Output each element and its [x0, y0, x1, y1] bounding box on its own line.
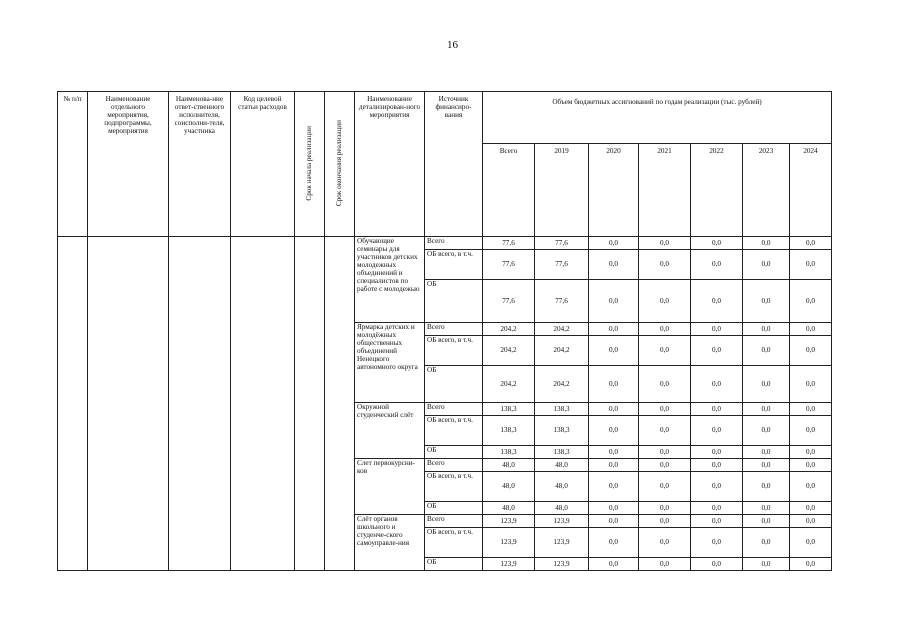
value-cell: 138,3: [483, 446, 535, 459]
value-cell: 0,0: [743, 528, 790, 558]
budget-table: [57, 91, 832, 571]
value-cell: 0,0: [743, 515, 790, 528]
value-cell: 204,2: [535, 366, 589, 403]
value-cell: 0,0: [639, 515, 691, 528]
page-number: 16: [447, 39, 458, 51]
value-cell: 0,0: [639, 502, 691, 515]
value-cell: 0,0: [691, 528, 743, 558]
value-cell: 0,0: [743, 237, 790, 250]
value-cell: 0,0: [790, 280, 832, 323]
value-cell: 0,0: [790, 459, 832, 472]
header-executor: Наименова-ние ответ-ственного исполнителя, соисполни-теля, участника: [169, 92, 231, 237]
funding-source: ОБ всего, в т.ч.: [425, 336, 483, 366]
funding-source: ОБ всего, в т.ч.: [425, 250, 483, 280]
value-cell: 0,0: [589, 323, 639, 336]
value-cell: 0,0: [743, 502, 790, 515]
value-cell: 48,0: [535, 472, 589, 502]
value-cell: 0,0: [743, 403, 790, 416]
header-start-cell: [295, 92, 325, 237]
value-cell: 0,0: [639, 403, 691, 416]
value-cell: 0,0: [743, 446, 790, 459]
value-cell: 0,0: [790, 336, 832, 366]
value-cell: 0,0: [639, 280, 691, 323]
value-cell: 204,2: [483, 336, 535, 366]
funding-source: ОБ: [425, 366, 483, 403]
value-cell: 0,0: [743, 336, 790, 366]
header-detail: Наименование детализирован-ного мероприятия: [355, 92, 425, 237]
empty-cell: [325, 237, 355, 571]
value-cell: 0,0: [639, 250, 691, 280]
funding-source: ОБ всего, в т.ч.: [425, 416, 483, 446]
value-cell: 123,9: [483, 528, 535, 558]
header-code: Код целевой статьи расходов: [231, 92, 295, 237]
value-cell: 0,0: [589, 472, 639, 502]
value-cell: 0,0: [691, 336, 743, 366]
funding-source: ОБ: [425, 446, 483, 459]
value-cell: 123,9: [535, 558, 589, 571]
value-cell: 138,3: [535, 403, 589, 416]
value-cell: 123,9: [535, 528, 589, 558]
value-cell: 0,0: [589, 416, 639, 446]
value-cell: 0,0: [743, 280, 790, 323]
value-cell: 0,0: [743, 250, 790, 280]
header-num: № п/п: [58, 92, 88, 237]
value-cell: 0,0: [639, 459, 691, 472]
funding-source: Всего: [425, 459, 483, 472]
value-cell: 0,0: [691, 323, 743, 336]
value-cell: 0,0: [639, 366, 691, 403]
value-cell: 0,0: [589, 528, 639, 558]
value-cell: 204,2: [483, 366, 535, 403]
value-cell: 77,6: [535, 280, 589, 323]
value-cell: 0,0: [589, 366, 639, 403]
value-cell: 0,0: [589, 250, 639, 280]
empty-cell: [231, 237, 295, 571]
value-cell: 0,0: [589, 280, 639, 323]
value-cell: 0,0: [639, 237, 691, 250]
value-cell: 0,0: [639, 323, 691, 336]
event-name: Слет первокурсни-ков: [355, 459, 425, 515]
value-cell: 0,0: [589, 336, 639, 366]
empty-cell: [58, 237, 88, 571]
value-cell: 0,0: [589, 502, 639, 515]
value-cell: 77,6: [483, 237, 535, 250]
value-cell: 138,3: [535, 446, 589, 459]
value-cell: 0,0: [691, 366, 743, 403]
event-name: Слёт органов школьного и студенче-ского самоуправле-ния: [355, 515, 425, 571]
value-cell: 138,3: [483, 403, 535, 416]
header-start: Срок начала реализации: [305, 125, 314, 201]
header-year: 2020: [589, 144, 639, 237]
value-cell: 77,6: [535, 250, 589, 280]
value-cell: 0,0: [743, 323, 790, 336]
value-cell: 0,0: [691, 280, 743, 323]
header-end: Срок окончания реализации: [335, 119, 344, 207]
value-cell: 0,0: [743, 366, 790, 403]
value-cell: 0,0: [790, 515, 832, 528]
value-cell: 48,0: [483, 502, 535, 515]
value-cell: 0,0: [691, 446, 743, 459]
value-cell: 77,6: [483, 250, 535, 280]
value-cell: 204,2: [535, 336, 589, 366]
value-cell: 204,2: [535, 323, 589, 336]
value-cell: 123,9: [535, 515, 589, 528]
value-cell: 0,0: [790, 403, 832, 416]
value-cell: 0,0: [639, 528, 691, 558]
value-cell: 77,6: [535, 237, 589, 250]
value-cell: 0,0: [639, 416, 691, 446]
funding-source: Всего: [425, 403, 483, 416]
value-cell: 0,0: [790, 366, 832, 403]
value-cell: 0,0: [790, 416, 832, 446]
funding-source: Всего: [425, 323, 483, 336]
funding-source: Всего: [425, 237, 483, 250]
event-name: Обучающие семинары для участников детских молодежных объединений и специалистов по работе с молодежью: [355, 237, 425, 323]
value-cell: 48,0: [535, 459, 589, 472]
header-year: 2024: [790, 144, 832, 237]
value-cell: 0,0: [790, 250, 832, 280]
value-cell: 0,0: [691, 237, 743, 250]
value-cell: 0,0: [691, 502, 743, 515]
value-cell: 0,0: [691, 515, 743, 528]
value-cell: 0,0: [589, 558, 639, 571]
funding-source: ОБ: [425, 502, 483, 515]
table-row: [58, 237, 832, 250]
value-cell: 0,0: [691, 250, 743, 280]
value-cell: 0,0: [589, 515, 639, 528]
funding-source: ОБ всего, в т.ч.: [425, 472, 483, 502]
funding-source: ОБ всего, в т.ч.: [425, 528, 483, 558]
value-cell: 138,3: [483, 416, 535, 446]
header-year: 2019: [535, 144, 589, 237]
header-budget-title: Объем бюджетных ассигнований по годам реализации (тыс. рублей): [483, 92, 832, 144]
value-cell: 0,0: [589, 403, 639, 416]
header-year: 2022: [691, 144, 743, 237]
funding-source: ОБ: [425, 280, 483, 323]
header-year: Всего: [483, 144, 535, 237]
funding-source: Всего: [425, 515, 483, 528]
value-cell: 0,0: [790, 558, 832, 571]
header-year: 2023: [743, 144, 790, 237]
empty-cell: [295, 237, 325, 571]
value-cell: 48,0: [535, 502, 589, 515]
value-cell: 0,0: [691, 558, 743, 571]
value-cell: 0,0: [743, 558, 790, 571]
value-cell: 0,0: [589, 446, 639, 459]
value-cell: 0,0: [691, 416, 743, 446]
empty-cell: [169, 237, 231, 571]
value-cell: 0,0: [790, 502, 832, 515]
value-cell: 0,0: [743, 472, 790, 502]
value-cell: 48,0: [483, 459, 535, 472]
header-end-cell: [325, 92, 355, 237]
value-cell: 77,6: [483, 280, 535, 323]
value-cell: 0,0: [790, 446, 832, 459]
value-cell: 0,0: [691, 472, 743, 502]
value-cell: 0,0: [691, 403, 743, 416]
value-cell: 204,2: [483, 323, 535, 336]
event-name: Ярмарка детских и молодёжных общественных объединений Ненецкого автономного округа: [355, 323, 425, 403]
header-name: Наименование отдельного мероприятия, подпрограммы, мероприятия: [88, 92, 169, 237]
value-cell: 48,0: [483, 472, 535, 502]
funding-source: ОБ: [425, 558, 483, 571]
value-cell: 123,9: [483, 515, 535, 528]
value-cell: 0,0: [790, 323, 832, 336]
value-cell: 0,0: [790, 237, 832, 250]
empty-cell: [88, 237, 169, 571]
value-cell: 0,0: [639, 558, 691, 571]
value-cell: 0,0: [639, 336, 691, 366]
value-cell: 0,0: [790, 472, 832, 502]
header-year: 2021: [639, 144, 691, 237]
value-cell: 0,0: [639, 472, 691, 502]
value-cell: 0,0: [743, 416, 790, 446]
header-source: Источник финансиро-вания: [425, 92, 483, 237]
value-cell: 138,3: [535, 416, 589, 446]
value-cell: 0,0: [691, 459, 743, 472]
value-cell: 0,0: [589, 237, 639, 250]
value-cell: 0,0: [743, 459, 790, 472]
value-cell: 0,0: [639, 446, 691, 459]
event-name: Окружной студенческий слёт: [355, 403, 425, 459]
value-cell: 0,0: [589, 459, 639, 472]
value-cell: 0,0: [790, 528, 832, 558]
value-cell: 123,9: [483, 558, 535, 571]
